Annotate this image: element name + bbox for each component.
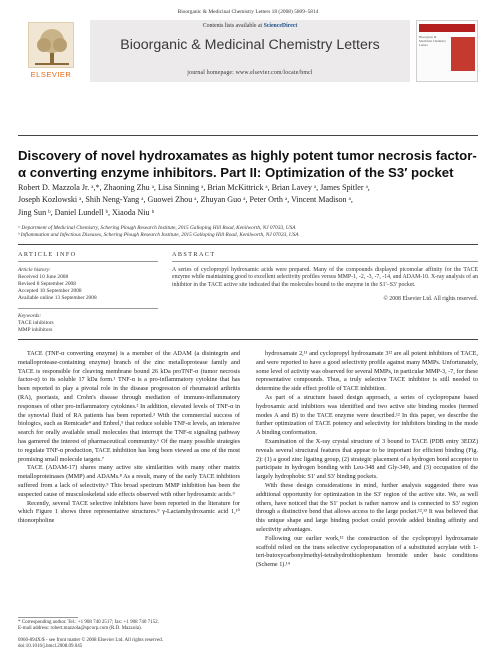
elsevier-tree-icon <box>28 22 74 68</box>
body-paragraph: hydroxamate 2,¹¹ and cyclopropyl hydroxamate 3¹² are all potent inhibitors of TACE, and were reported to have a good selectivity profile against many MMPs. Unfortunately, some level of activity was observed for several MMPs, in particular MMP-3, -7, for these representative compounds. Thus, a truly selective TACE inhibitor is still needed to determine the side effect profile of TACE inhibition. <box>256 350 478 393</box>
header-rule <box>18 135 478 136</box>
abstract-rule <box>172 261 478 262</box>
body-paragraph: With these design considerations in mind, further analysis suggested there was additional opportunity for optimization in the S3′ region of the active site. We, as well others, have noticed that the S1′ pocket is rather narrow and is connected to S3′ region through a distinctive bend that allows access to the large pocket.¹²,¹³ It was believed that this unique shape and large binding pocket could provide added binding affinity and selectivity advantages. <box>256 481 478 533</box>
article-info-rule <box>18 261 158 262</box>
issn-doi <box>18 638 318 651</box>
footnote <box>18 620 240 633</box>
corresponding-author: * Corresponding author. Tel.: +1 908 740 2517; fax: +1 908 740 7152. <box>18 620 159 625</box>
article-info-heading: ARTICLE INFO <box>18 251 77 258</box>
body-paragraph: Recently, several TACE selective inhibitors have been reported in the literature for which Figure 1 shows three representative structures.⁹ γ-Lactamhydroxamic acid 1,¹⁰ thionorpholine <box>18 499 240 525</box>
body-column-left <box>18 350 240 526</box>
affiliation-b: ᵇ Inflammation and Infectious Diseases, Schering Plough Research Institute, 2015 Galloping Hill Road, Kenilworth, NJ 07033, USA <box>18 232 299 238</box>
keywords-rule <box>18 308 158 309</box>
body-paragraph: As part of a structure based design approach, a series of cyclopropane based hydroxamic acid inhibitors was identified and two active site binding modes (termed modes A and B) to the TACE enzyme were described.¹² In this paper, we describe the further optimization of TACE potency and selectivity for inhibitors binding in the mode A binding conformation. <box>256 393 478 437</box>
article-history <box>18 267 148 302</box>
sciencedirect-link[interactable]: ScienceDirect <box>263 23 298 29</box>
cover-image <box>451 37 475 71</box>
body-paragraph: Following our earlier work,¹² the construction of the cyclopropyl hydroxamate scaffold relied on the trans selective cyclopropanation of a substituted acrylate with 1-tert-butoxycarbonylmethyl-tetrahydrothiophenium bromide under basic conditions (Scheme 1).¹⁴ <box>256 534 478 569</box>
affiliation-a: ᵃ Department of Medicinal Chemistry, Schering Plough Research Institute, 2015 Galloping Hill Road, Kenilworth, NJ 07033, USA <box>18 225 296 231</box>
keywords <box>18 313 148 334</box>
cover-title: Bioorganic & Medicinal Chemistry Letters <box>419 35 447 47</box>
author-list <box>18 182 478 219</box>
accepted-date: Accepted 10 September 2008 <box>18 288 82 294</box>
journal-title: Bioorganic & Medicinal Chemistry Letters <box>120 37 380 53</box>
homepage-link[interactable]: www.elsevier.com/locate/bmcl <box>235 70 313 76</box>
journal-banner <box>90 20 410 82</box>
authors-line: Robert D. Mazzola Jr. ᵃ,*, Zhaoning Zhu ᵃ, Lisa Sinning ᵃ, Brian McKittrick ᵃ, Brian Lavey ᵃ, James Spitler ᵃ, <box>18 183 370 192</box>
journal-cover-thumbnail[interactable] <box>416 20 478 82</box>
contents-prefix: Contents lists available at <box>202 23 264 29</box>
authors-line: Jing Sun ᵇ, Daniel Lundell ᵇ, Xiaoda Niu ᵇ <box>18 207 155 217</box>
abstract-text: A series of cyclopropyl hydroxamic acids were prepared. Many of the compounds displayed picomolar affinity for the TACE enzyme while maintaining good to excellent selectivity profiles versus MMP-1, -2, -3, -7, -14, and ADAM-10. X-ray analysis of an inhibitor in the TACE active site indicated that the molecules bound to the enzyme in the S1′–S3′ pocket. <box>172 267 478 288</box>
authors-line: Joseph Kozlowski ᵃ, Shih Neng-Yang ᵃ, Guowei Zhou ᵃ, Zhuyan Guo ᵃ, Peter Orth ᵃ, Vincent Madison ᵃ, <box>18 195 353 205</box>
body-paragraph: TACE (TNF-α converting enzyme) is a member of the ADAM (a disintegrin and metalloprotease-containing enzyme) branch of the zinc metalloprotease family and TACE is responsible for cleaving membrane bound 26 kDa proTNF-α (tumor necrosis factor-α) to its soluble 17 kDa form.¹ TNF-α is a pro-inflammatory cytokine that has been reported to play a pivotal role in the disease progression of rheumatoid arthritis (RA), psoriasis, and Crohn's disease through mediation of immuno-inflammatory responses of other pro-inflammatory cytokines.² In addition, elevated levels of TNF-α in the synovial fluid of RA patients has been reported.³ With the commercial success of biologics, such as Remicade⁴ and Enbrel,⁵ that reduce soluble TNF-α levels, an intensive search for orally available small molecules that interrupt the TNF-α signaling pathway has garnered the interest of pharmaceutical community.⁶ Of the many possible strategies to regulate TNF-α production, TACE inhibition has long been viewed as one of the most promising small molecule targets.⁷ <box>18 350 240 463</box>
cover-band <box>419 24 475 32</box>
history-label: Article history: <box>18 267 51 273</box>
keywords-label: Keywords: <box>18 313 42 319</box>
journal-masthead <box>18 20 478 82</box>
info-top-rule <box>18 244 478 245</box>
received-date: Received 10 June 2008 <box>18 274 69 280</box>
footnote-rule <box>18 617 78 618</box>
author-email[interactable]: E-mail address: robert.mazzola@spcorp.com (R.D. Mazzola). <box>18 626 142 632</box>
article-title: Discovery of novel hydroxamates as highly potent tumor necrosis factor-α converting enzyme inhibitors. Part II: Optimization of the S3′ pocket <box>18 148 477 180</box>
running-head: Bioorganic & Medicinal Chemistry Letters 18 (2008) 5809–5814 <box>177 9 319 15</box>
keyword: MMP inhibitors <box>18 327 53 333</box>
body-top-rule <box>18 339 478 340</box>
homepage-prefix: journal homepage: <box>187 70 236 76</box>
abstract-heading: ABSTRACT <box>172 251 216 258</box>
doi-link[interactable]: doi:10.1016/j.bmcl.2008.09.045 <box>18 644 83 650</box>
body-paragraph: Examination of the X-ray crystal structure of 3 bound to TACE (PDB entry 3EDZ) reveals several structural features that appear to be important for efficient binding (Fig. 2): (1) a good zinc ligating group, (2) strategic placement of a hydrogen bond acceptor to participate in hydrogen bonding with Leu-348 and Gly-349, and (3) occupation of the largely hydrophobic S1′ and S3′ binding pockets. <box>256 437 478 481</box>
contents-availability <box>90 23 410 29</box>
issn-line: 0960-894X/$ - see front matter © 2008 Elsevier Ltd. All rights reserved. <box>18 638 164 643</box>
abstract-copyright: © 2008 Elsevier Ltd. All rights reserved. <box>383 296 478 302</box>
keyword: TACE inhibitors <box>18 320 54 326</box>
journal-homepage <box>90 70 410 76</box>
body-column-right <box>256 350 478 570</box>
online-date: Available online 13 September 2008 <box>18 295 97 301</box>
publisher-name: ELSEVIER <box>30 70 72 79</box>
elsevier-logo[interactable] <box>18 20 84 82</box>
revised-date: Revised 8 September 2008 <box>18 281 76 287</box>
body-paragraph: TACE (ADAM-17) shares many active site similarities with many other matrix metalloproteinases (MMP) and ADAMs.⁸ As a result, many of the early TACE inhibitors suffered from a lack of selectivity.⁹ This broad spectrum MMP inhibition has been the suspected cause of musculoskeletal side effects observed with other hydroxamic acids.⁹ <box>18 464 240 498</box>
